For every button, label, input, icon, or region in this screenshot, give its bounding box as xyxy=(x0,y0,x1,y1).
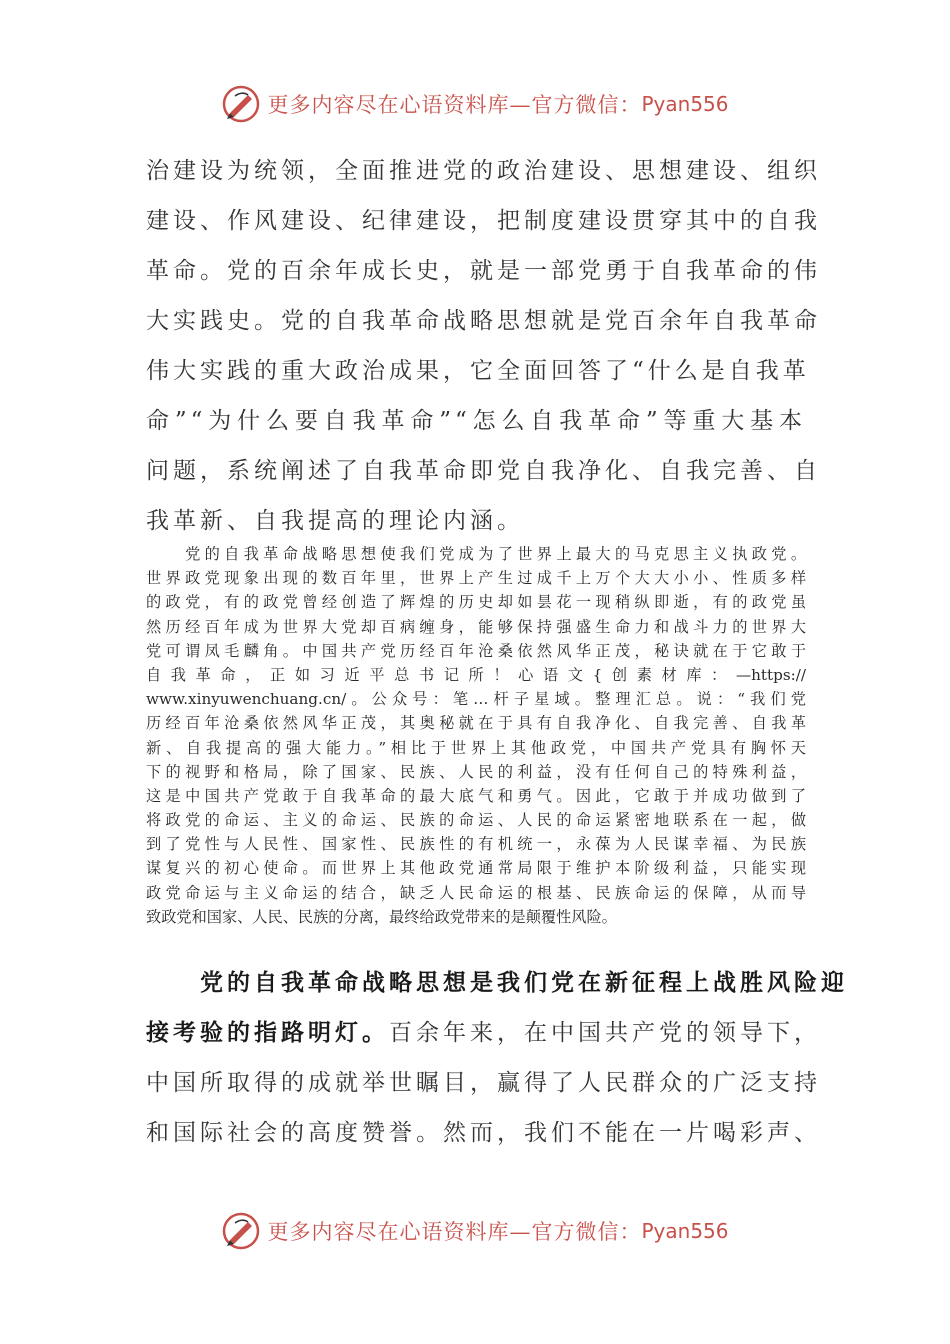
paragraph-2-line: 然历经百年成为世界大党却百病缠身，能够保持强盛生命力和战斗力的世界大 xyxy=(146,617,806,636)
paragraph-3 xyxy=(146,958,848,1158)
header-banner[interactable] xyxy=(0,82,950,126)
paragraph-1-line: 革命。党的百余年成长史，就是一部党勇于自我革命的伟 xyxy=(146,258,821,284)
paragraph-2-line: 世界政党现象出现的数百年里，世界上产生过成千上万个大大小小、性质多样 xyxy=(146,569,806,588)
paragraph-3-line: 中国所取得的成就举世瞩目，赢得了人民群众的广泛支持 xyxy=(146,1070,821,1096)
paragraph-2-line: 自我革命，正如习近平总书记所！心语文{创素材库：—https:// xyxy=(146,665,806,684)
pen-logo-icon xyxy=(221,1211,261,1251)
paragraph-2-line: 党的自我革命战略思想使我们党成为了世界上最大的马克思主义执政党。 xyxy=(146,545,806,563)
paragraph-3-line: 和国际社会的高度赞誉。然而，我们不能在一片喝彩声、 xyxy=(146,1120,821,1146)
paragraph-2-line: 谋复兴的初心使命。而世界上其他政党通常局限于维护本阶级利益，只能实现 xyxy=(146,859,806,878)
paragraph-3-text: 百余年来，在中国共产党的领导下， xyxy=(389,1020,821,1046)
paragraph-2-line: 的政党，有的政党曾经创造了辉煌的历史却如昙花一现稍纵即逝，有的政党虽 xyxy=(146,593,806,612)
paragraph-2-line: 政党命运与主义命运的结合，缺乏人民命运的根基、民族命运的保障，从而导 xyxy=(146,883,806,902)
paragraph-1-line: 我革新、自我提高的理论内涵。 xyxy=(146,508,524,534)
paragraph-2-line: 将政党的命运、主义的命运、民族的命运、人民的命运紧密地联系在一起，做 xyxy=(146,811,806,830)
paragraph-2-line: 致政党和国家、人民、民族的分离，最终给政党带来的是颠覆性风险。 xyxy=(146,907,617,926)
footer-banner-text: 更多内容尽在心语资料库—官方微信： xyxy=(267,1220,642,1244)
paragraph-2-line: 新、自我提高的强大能力。”相比于世界上其他政党，中国共产党具有胸怀天 xyxy=(146,738,806,757)
paragraph-3-line xyxy=(146,958,848,1008)
pen-logo-icon xyxy=(221,84,261,124)
paragraph-2-line: 到了党性与人民性、国家性、民族性的有机统一，永葆为人民谋幸福、为民族 xyxy=(146,835,806,854)
footer-banner[interactable] xyxy=(0,1209,950,1253)
paragraph-1-line: 命”“为什么要自我革命”“怎么自我革命”等重大基本 xyxy=(146,408,806,434)
paragraph-2-line: 下的视野和格局，除了国家、民族、人民的利益，没有任何自己的特殊利益， xyxy=(146,762,806,781)
paragraph-1-line: 问题，系统阐述了自我革命即党自我净化、自我完善、自 xyxy=(146,458,821,484)
paragraph-2-line: www.xinyuwenchuang.cn/。公众号：笔…杆子星域。整理汇总。说：“我们党 xyxy=(146,690,806,709)
paragraph-3-bold-heading: 党的自我革命战略思想是我们党在新征程上战胜风险迎 xyxy=(146,969,848,996)
paragraph-2-line: 这是中国共产党敢于自我革命的最大底气和勇气。因此，它敢于并成功做到了 xyxy=(146,786,806,805)
header-banner-text: 更多内容尽在心语资料库—官方微信： xyxy=(267,93,642,117)
paragraph-2 xyxy=(146,542,806,929)
paragraph-1-line: 建设、作风建设、纪律建设，把制度建设贯穿其中的自我 xyxy=(146,208,821,234)
header-banner-handle: Pyan556 xyxy=(641,92,729,116)
paragraph-2-line: 党可谓凤毛麟角。中国共产党历经百年沧桑依然风华正茂，秘诀就在于它敢于 xyxy=(146,641,806,660)
paragraph-1 xyxy=(146,146,821,546)
paragraph-3-bold-heading-end: 接考验的指路明灯。 xyxy=(146,1019,389,1046)
paragraph-1-line: 大实践史。党的自我革命战略思想就是党百余年自我革命 xyxy=(146,308,821,334)
paragraph-1-line: 伟大实践的重大政治成果，它全面回答了“什么是自我革 xyxy=(146,358,810,384)
footer-banner-handle: Pyan556 xyxy=(641,1219,729,1243)
paragraph-3-line xyxy=(146,1008,821,1058)
paragraph-2-line: 历经百年沧桑依然风华正茂，其奥秘就在于具有自我净化、自我完善、自我革 xyxy=(146,714,806,733)
paragraph-1-line: 治建设为统领，全面推进党的政治建设、思想建设、组织 xyxy=(146,158,821,184)
